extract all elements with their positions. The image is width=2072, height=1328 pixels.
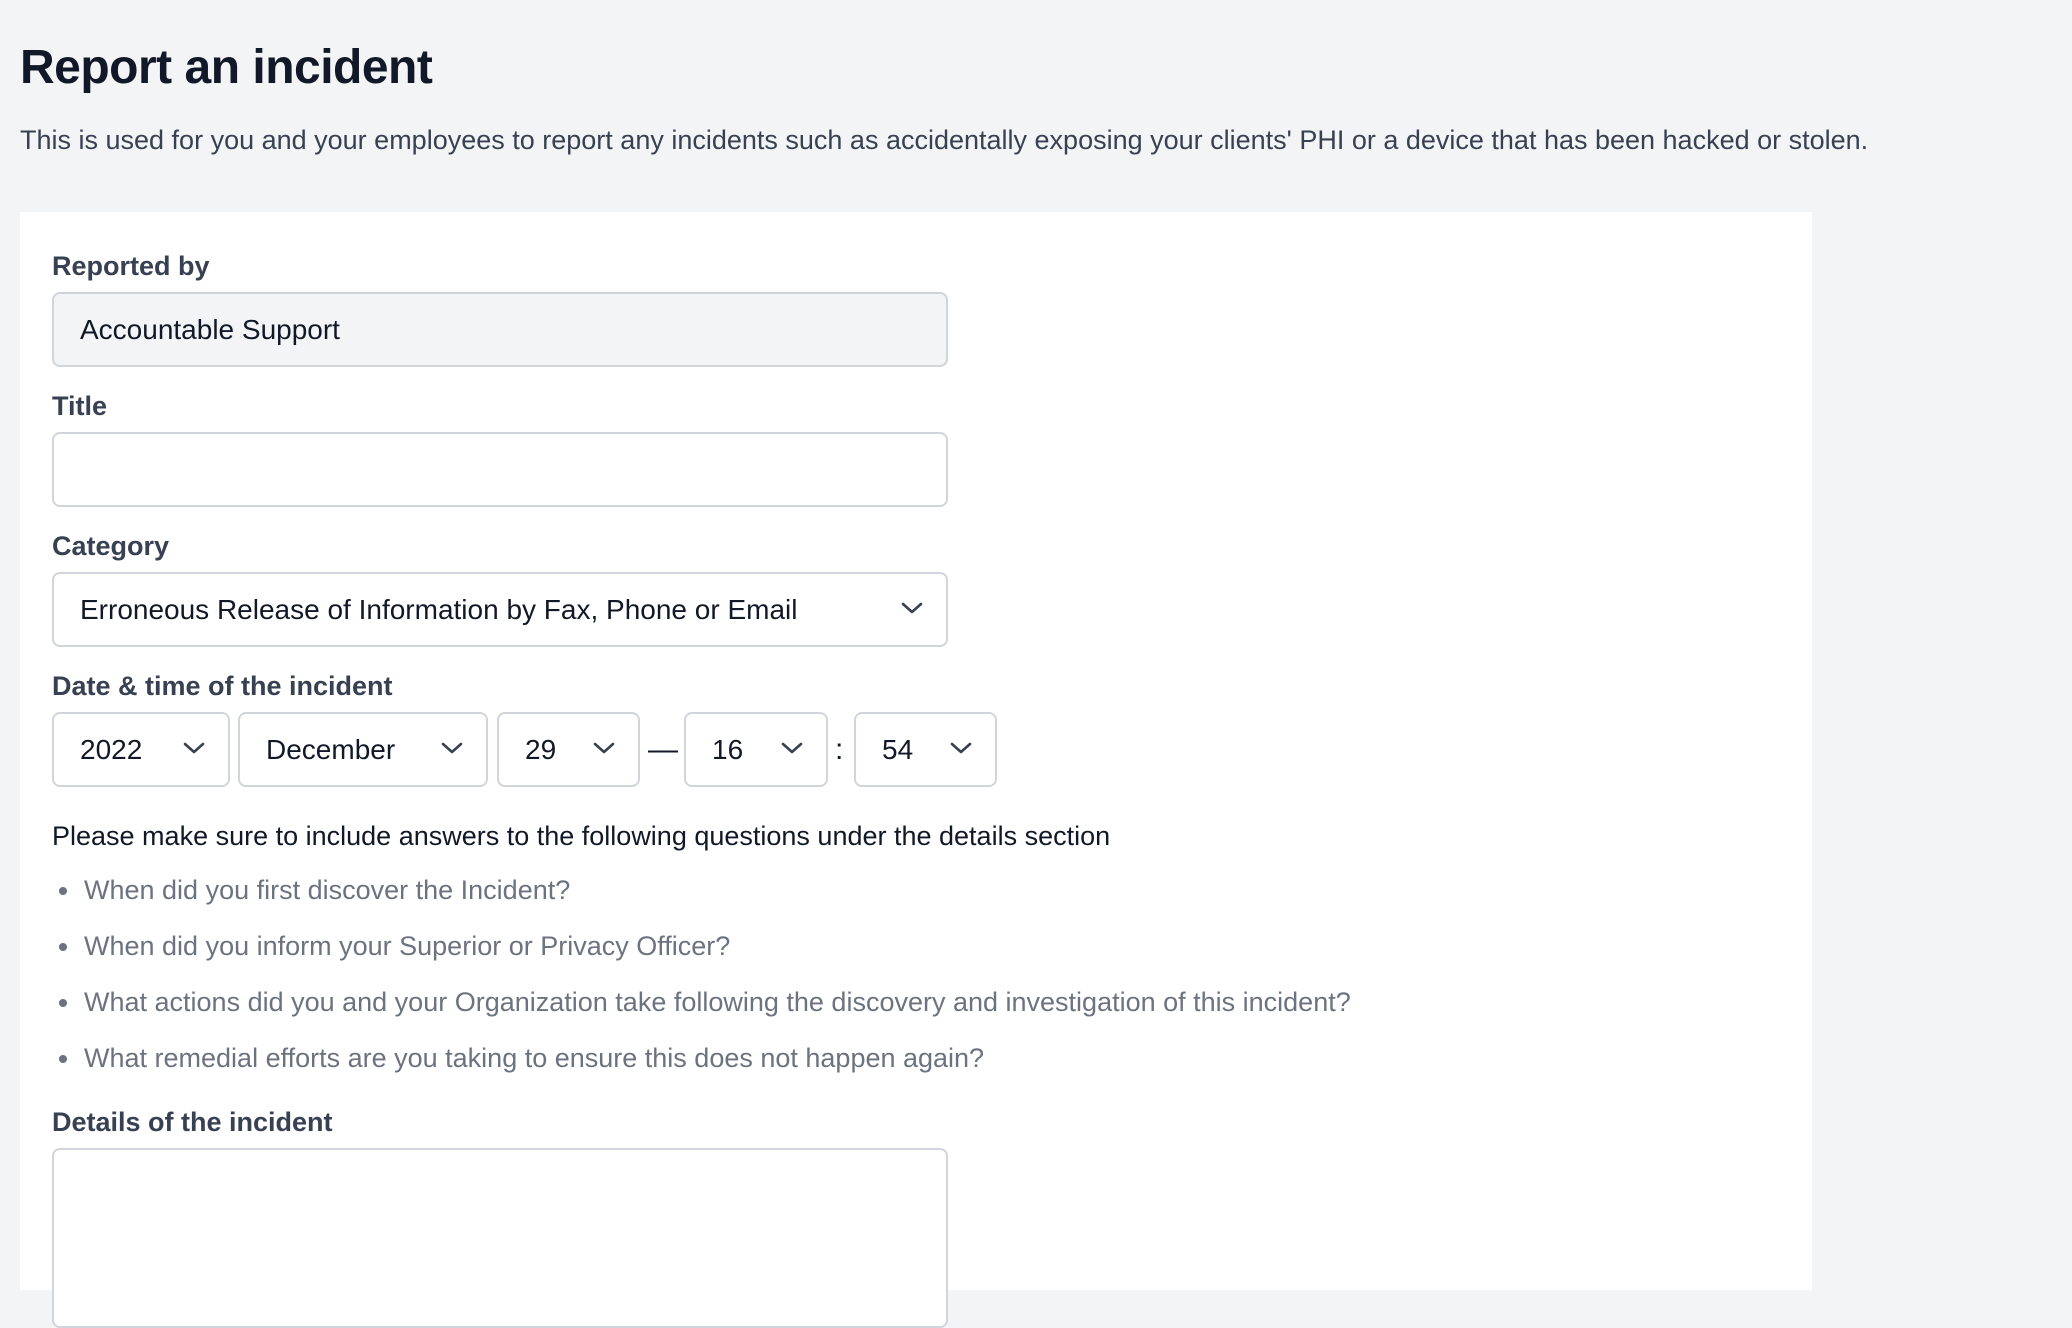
question-text: When did you inform your Superior or Privacy Officer?: [84, 931, 731, 961]
chevron-down-icon: [182, 740, 206, 756]
page-description: This is used for you and your employees to report any incidents such as accidentally exposing your clients' PHI or a device that has been hacked or stolen.: [20, 125, 1869, 155]
reported-by-field[interactable]: Accountable Support: [52, 292, 948, 367]
category-selected-value: Erroneous Release of Information by Fax, Phone or Email: [80, 594, 798, 625]
chevron-down-icon: [440, 740, 464, 756]
question-text: What actions did you and your Organization take following the discovery and investigation of this incident?: [84, 987, 1351, 1017]
category-label: Category: [52, 531, 170, 561]
reported-by-label: Reported by: [52, 251, 210, 281]
chevron-down-icon: [592, 740, 616, 756]
chevron-down-icon: [949, 740, 973, 756]
page-header: [20, 36, 2060, 158]
minute-value: 54: [882, 734, 914, 765]
question-text: What remedial efforts are you taking to ensure this does not happen again?: [84, 1043, 985, 1073]
category-select[interactable]: [52, 572, 948, 647]
page-title: Report an incident: [20, 41, 433, 94]
question-item: [52, 1040, 1351, 1096]
month-select[interactable]: [238, 712, 488, 787]
day-select[interactable]: [497, 712, 640, 787]
question-item: [52, 984, 1351, 1040]
year-select[interactable]: [52, 712, 230, 787]
day-value: 29: [525, 734, 557, 765]
bullet-icon: [59, 1055, 67, 1063]
question-list: [52, 872, 1351, 1096]
details-label: Details of the incident: [52, 1107, 333, 1137]
chevron-down-icon: [900, 600, 924, 616]
hour-select[interactable]: [684, 712, 828, 787]
minute-select[interactable]: [854, 712, 997, 787]
details-instructions: Please make sure to include answers to the following questions under the details section: [52, 821, 1111, 851]
question-item: [52, 928, 1351, 984]
year-value: 2022: [80, 734, 143, 765]
date-time-separator: —: [648, 733, 678, 766]
hour-minute-separator: :: [835, 733, 844, 766]
question-item: [52, 872, 1351, 928]
bullet-icon: [59, 999, 67, 1007]
details-textarea[interactable]: [52, 1148, 948, 1328]
title-input[interactable]: [52, 432, 948, 507]
bullet-icon: [59, 943, 67, 951]
title-label: Title: [52, 391, 108, 421]
datetime-label: Date & time of the incident: [52, 671, 393, 701]
month-value: December: [266, 734, 396, 765]
bullet-icon: [59, 887, 67, 895]
hour-value: 16: [712, 734, 744, 765]
question-text: When did you first discover the Incident?: [84, 875, 571, 905]
chevron-down-icon: [780, 740, 804, 756]
incident-form: [20, 212, 1812, 1290]
